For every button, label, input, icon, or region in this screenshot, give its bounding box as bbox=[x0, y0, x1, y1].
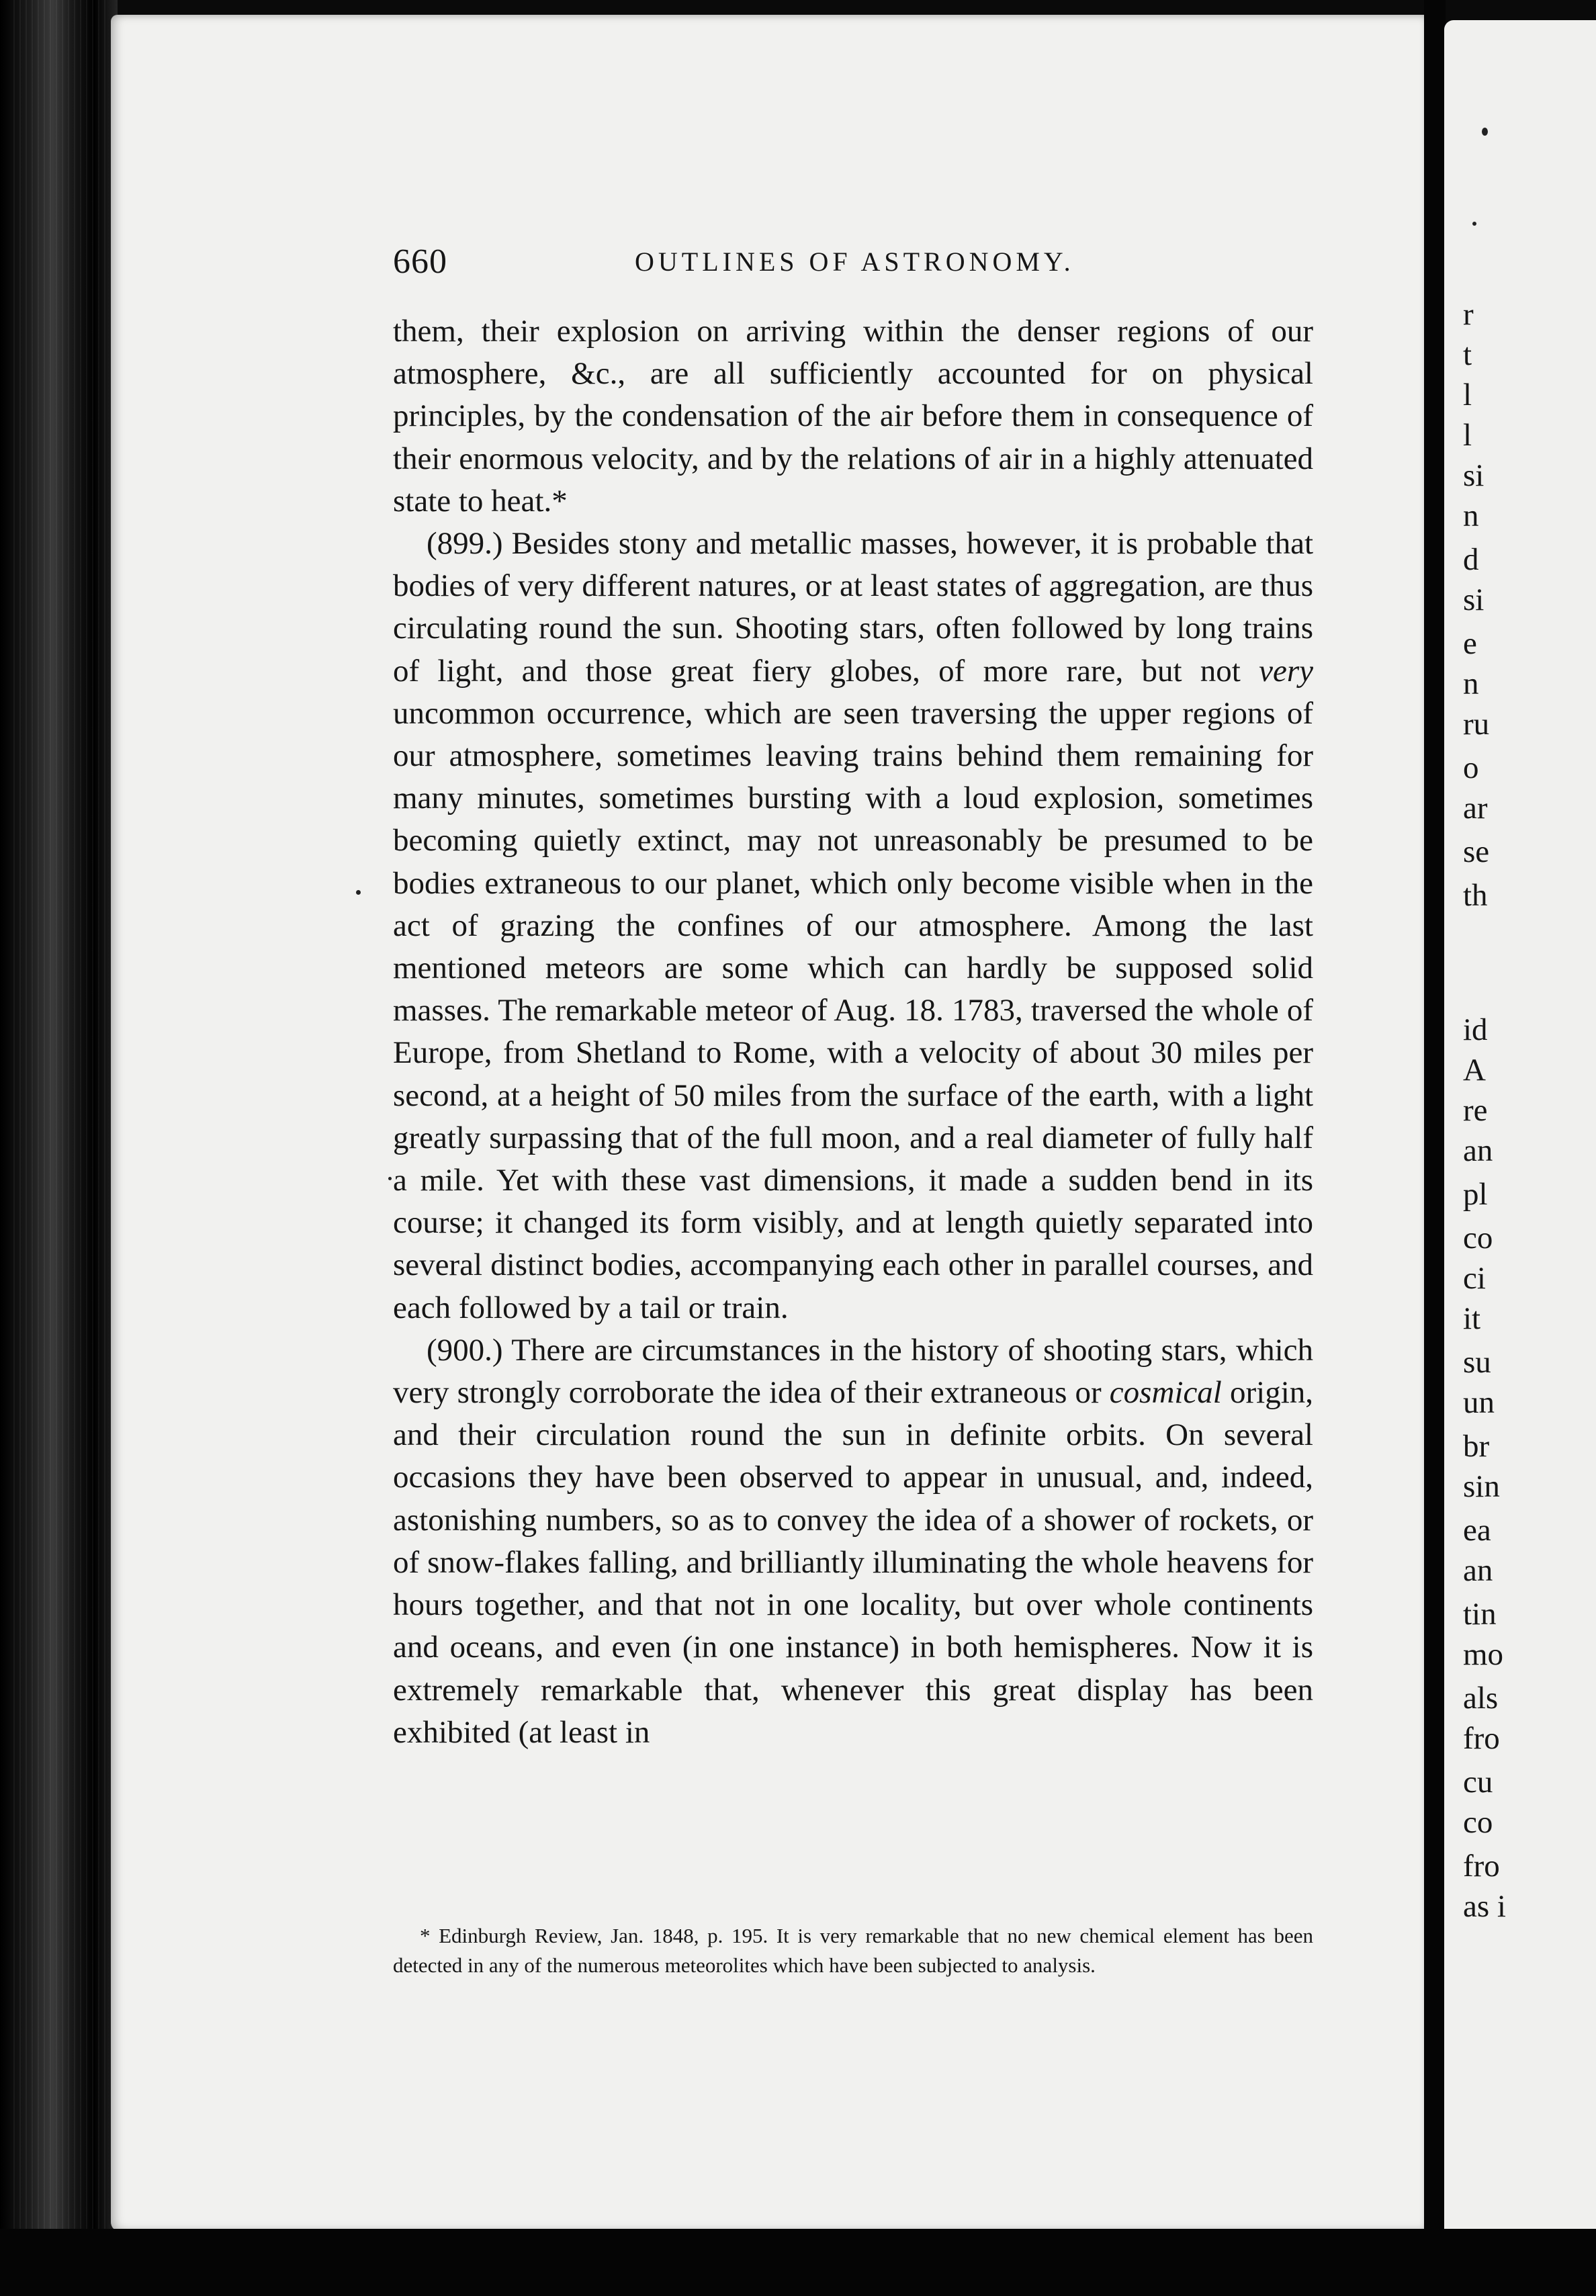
facing-page-fragment: d bbox=[1463, 542, 1479, 577]
scan-speck bbox=[356, 890, 361, 895]
footnote: * Edinburgh Review, Jan. 1848, p. 195. It is very remarkable that no new chemical element has been detected in any of the numerous meteorolites which have been subjected to analysis. bbox=[393, 1924, 1313, 1977]
facing-page-fragment: si bbox=[1463, 582, 1484, 617]
paragraph-text: Besides stony and metallic masses, however, it is probable that bodies of very different natures, or at least states of aggregation, are thus circulating round the sun. Shooting stars, often followed by long trains of light, and those great fiery globes, of more rare, but not bbox=[393, 526, 1314, 689]
paragraph-text: origin, and their circulation round the sun in definite orbits. On several occasions they have been observed to appear in unusual, and, indeed, astonishing numbers, so as to convey the idea of a shower of rockets, or of snow-flakes falling, and brilliantly illuminating the whole heavens for hours together, and that not in one locality, but over whole continents and oceans, and even (in one instance) in both hemispheres. Now it is extremely remarkable that, whenever this great display has been exhibited (at least in bbox=[393, 1375, 1314, 1750]
facing-page-fragment: su bbox=[1463, 1345, 1491, 1380]
emphasis-text: very bbox=[1259, 653, 1314, 689]
body-text bbox=[393, 310, 1313, 1754]
scan-speck bbox=[388, 1177, 392, 1180]
facing-page-fragment: cu bbox=[1463, 1765, 1493, 1800]
scan-bottom-edge bbox=[0, 2229, 1596, 2296]
running-head bbox=[393, 242, 1313, 289]
paragraph-text: uncommon occurrence, which are seen traversing the upper regions of our atmosphere, sometimes leaving trains behind them remaining for many minutes, sometimes bursting with a loud explosion, sometimes becoming quietly extinct, may not unreasonably be presumed to be bodies extraneous to our planet, which only become visible when in the act of grazing the confines of our atmosphere. Among the last mentioned meteors are some which can hardly be supposed solid masses. The remarkable meteor of Aug. 18. 1783, traversed the whole of Europe, from Shetland to Rome, with a velocity of about 30 miles per second, at a height of 50 miles from the surface of the earth, with a light greatly surpassing that of the full moon, and a real diameter of fully half a mile. Yet with these vast dimensions, it made a sudden bend in its course; it changed its form visibly, and at length quietly separated into several distinct bodies, accompanying each other in parallel courses, and each followed by a tail or train. bbox=[393, 695, 1313, 1325]
facing-page-fragment: o bbox=[1463, 750, 1479, 785]
facing-page-fragment: th bbox=[1463, 878, 1488, 913]
facing-page-fragment: sin bbox=[1463, 1469, 1500, 1504]
running-title: OUTLINES OF ASTRONOMY. bbox=[635, 247, 1075, 277]
facing-page-fragment: si bbox=[1463, 458, 1484, 493]
facing-page-fragment: se bbox=[1463, 834, 1490, 869]
facing-page-fragment: n bbox=[1463, 666, 1479, 701]
book-spine-edge bbox=[0, 0, 118, 2296]
facing-page-fragment: fro bbox=[1463, 1721, 1500, 1756]
paragraph-899 bbox=[393, 523, 1313, 1329]
facing-page-fragment: an bbox=[1463, 1133, 1493, 1168]
facing-page-fragment: it bbox=[1463, 1301, 1481, 1336]
paragraph-number: (899.) bbox=[427, 526, 503, 562]
facing-page-fragment: id bbox=[1463, 1012, 1488, 1047]
paragraph-number: (900.) bbox=[427, 1332, 503, 1368]
paragraph-continuation: them, their explosion on arriving within the denser regions of our atmosphere, &c., are all sufficiently accounted for on physical principles, by the condensation of the air before them in consequence of their enormous velocity, and by the relations of air in a highly attenuated state to heat.* bbox=[393, 314, 1313, 519]
facing-page-fragment: mo bbox=[1463, 1637, 1504, 1672]
page-number: 660 bbox=[393, 242, 447, 281]
facing-page-fragment: an bbox=[1463, 1553, 1493, 1588]
facing-page-fragment: tin bbox=[1463, 1597, 1497, 1632]
facing-page-fragment: l bbox=[1463, 418, 1472, 453]
facing-page-fragment: als bbox=[1463, 1681, 1499, 1716]
scan-speck bbox=[1482, 128, 1488, 136]
page-gutter bbox=[1424, 0, 1446, 2296]
facing-page-fragment: ru bbox=[1463, 707, 1490, 742]
facing-page-fragment: fro bbox=[1463, 1849, 1500, 1884]
paragraph-900 bbox=[393, 1329, 1313, 1754]
facing-page-fragment: co bbox=[1463, 1221, 1493, 1255]
facing-page-fragment: un bbox=[1463, 1385, 1495, 1420]
emphasis-text: cosmical bbox=[1109, 1375, 1222, 1411]
scan-speck bbox=[1472, 222, 1476, 226]
facing-page-fragment: br bbox=[1463, 1429, 1490, 1464]
facing-page-fragment: A bbox=[1463, 1053, 1486, 1088]
facing-page-fragment: l bbox=[1463, 378, 1472, 412]
facing-page-fragment: co bbox=[1463, 1805, 1493, 1840]
facing-page-fragment: ea bbox=[1463, 1513, 1491, 1548]
facing-page-fragment: ar bbox=[1463, 791, 1488, 826]
facing-page-fragment: r bbox=[1463, 297, 1474, 332]
facing-page-fragment: n bbox=[1463, 498, 1479, 533]
facing-page-fragment: as i bbox=[1463, 1889, 1506, 1924]
facing-page-fragment: t bbox=[1463, 337, 1472, 372]
facing-page-fragment: e bbox=[1463, 626, 1477, 661]
facing-page-fragment: pl bbox=[1463, 1177, 1488, 1212]
spine-texture bbox=[13, 0, 107, 2296]
paragraph-text: There are circumstances in the history of shooting stars, which very strongly corroborate the idea of their extraneous or bbox=[393, 1332, 1313, 1411]
facing-page-fragment: re bbox=[1463, 1093, 1488, 1128]
facing-page-fragment: ci bbox=[1463, 1261, 1486, 1296]
